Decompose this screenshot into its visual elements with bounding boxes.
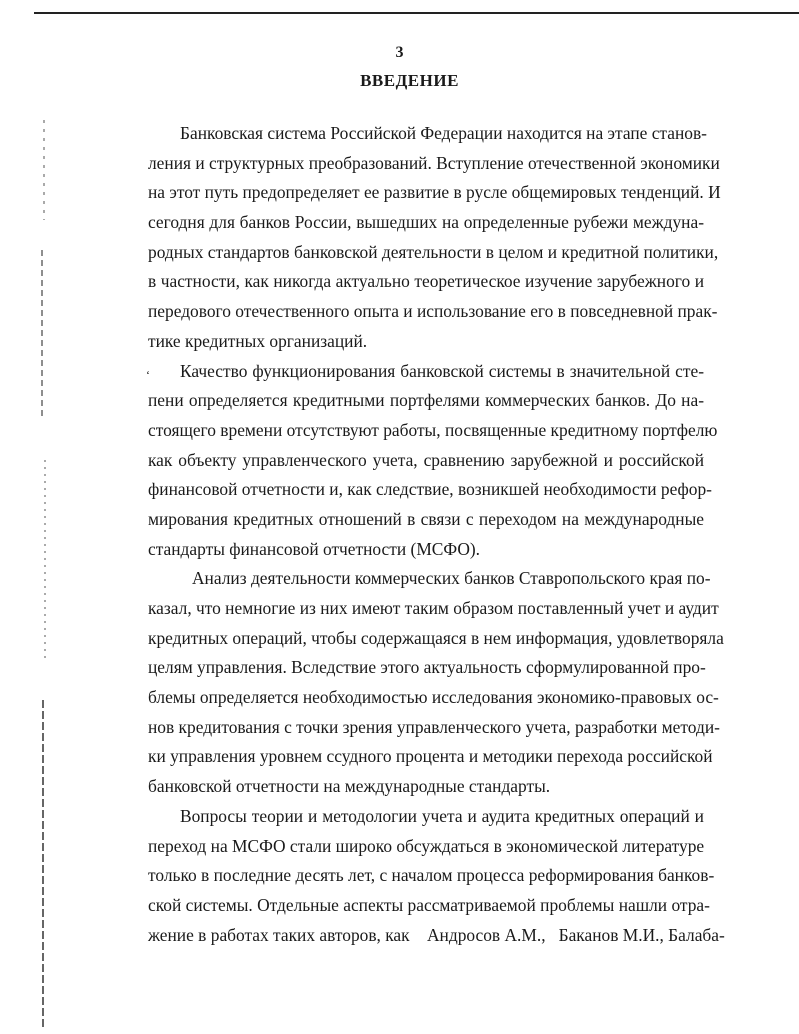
text-line: пени определяется кредитными портфелями коммерческих банков. До на- (148, 390, 704, 411)
document-body (116, 119, 725, 950)
text-line: банковской отчетности на международные стандарты. (148, 776, 551, 797)
paragraph-1 (116, 119, 721, 357)
scan-top-border (34, 12, 799, 14)
paragraph-3 (116, 564, 724, 802)
text-line: казал, что немногие из них имеют таким образом поставленный учет и аудит (148, 598, 719, 618)
stray-mark: ‘ (146, 368, 150, 382)
text-line: на этот путь предопределяет ее развитие в русле общемировых тенденций. И (148, 182, 721, 203)
text-line: стоящего времени отсутствуют работы, посвященные кредитному портфелю (148, 419, 718, 440)
scan-binding-edge (30, 100, 50, 1030)
text-line: кредитных операций, чтобы содержащаяся в нем информация, удовлетворяла (148, 627, 724, 648)
text-line: мирования кредитных отношений в связи с переходом на международные (148, 508, 704, 529)
text-line: нов кредитования с точки зрения управленческого учета, разработки методи- (148, 716, 720, 737)
paragraph-4 (116, 802, 725, 950)
text-line: стандарты финансовой отчетности (МСФО). (148, 538, 481, 559)
text-line: Качество функционирования банковской системы в значительной сте- (180, 360, 704, 381)
text-line: Вопросы теории и методологии учета и аудита кредитных операций и (180, 805, 704, 826)
text-line: ления и структурных преобразований. Вступление отечественной экономики (148, 152, 720, 173)
text-line: как объекту управленческого учета, сравнению зарубежной и российской (148, 449, 704, 470)
text-line: передового отечественного опыта и использование его в повседневной прак- (148, 301, 718, 322)
text-line: ки управления уровнем ссудного процента и методики перехода российской (148, 746, 713, 767)
text-line: переход на МСФО стали широко обсуждаться в экономической литературе (148, 835, 705, 856)
text-line: сегодня для банков России, вышедших на определенные рубежи междуна- (148, 212, 704, 233)
text-line: целям управления. Вследствие этого актуальность сформулированной про- (148, 657, 706, 678)
paragraph-2 (116, 357, 718, 565)
text-line: в частности, как никогда актуально теоретическое изучение зарубежного и (148, 271, 704, 292)
page-number: 3 (395, 44, 404, 61)
text-line: финансовой отчетности и, как следствие, возникшей необходимости рефор- (148, 479, 712, 500)
text-line: Анализ деятельности коммерческих банков Ставропольского края по- (192, 568, 711, 589)
text-line: Банковская система Российской Федерации находится на этапе станов- (180, 123, 707, 143)
page-title: ВВЕДЕНИЕ (360, 71, 459, 90)
text-line: только в последние десять лет, с началом процесса реформирования банков- (148, 865, 715, 886)
text-line: жение в работах таких авторов, как Андросов А.М., Баканов М.И., Балаба- (148, 924, 725, 945)
text-line: ской системы. Отдельные аспекты рассматриваемой проблемы нашли отра- (148, 894, 710, 915)
text-line: тике кредитных организаций. (148, 330, 368, 351)
text-line: блемы определяется необходимостью исследования экономико-правовых ос- (148, 687, 719, 708)
text-line: родных стандартов банковской деятельности в целом и кредитной политики, (148, 241, 719, 262)
